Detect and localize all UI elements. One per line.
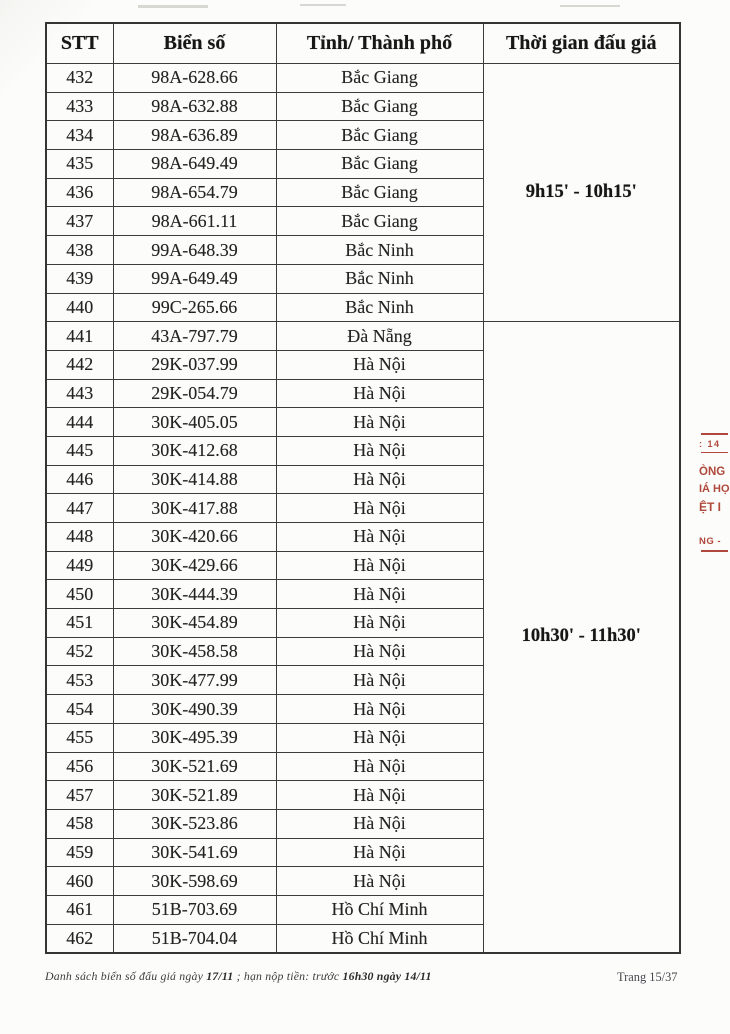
plate-number-cell: 30K-412.68 xyxy=(113,436,276,465)
plate-number-cell: 30K-495.39 xyxy=(113,723,276,752)
scan-artifact xyxy=(300,4,346,6)
page-number: Trang 15/37 xyxy=(617,970,678,984)
stt-cell: 453 xyxy=(46,666,113,695)
plate-number-cell: 29K-037.99 xyxy=(113,350,276,379)
table-row xyxy=(46,322,680,351)
stt-cell: 452 xyxy=(46,637,113,666)
plate-number-cell: 98A-661.11 xyxy=(113,207,276,236)
stt-cell: 435 xyxy=(46,150,113,179)
footer-note-text: ; hạn nộp tiền: trước xyxy=(233,969,343,983)
plate-number-cell: 29K-054.79 xyxy=(113,379,276,408)
province-city-cell: Hà Nội xyxy=(276,838,483,867)
stt-cell: 455 xyxy=(46,723,113,752)
province-city-cell: Bắc Giang xyxy=(276,64,483,93)
footer-note xyxy=(45,969,432,984)
province-city-cell: Bắc Giang xyxy=(276,121,483,150)
footer-auction-date: 17/11 xyxy=(206,969,234,983)
stamp-text: : 14 xyxy=(699,439,721,449)
province-city-cell: Bắc Ninh xyxy=(276,293,483,322)
plate-number-cell: 30K-454.89 xyxy=(113,609,276,638)
plate-number-cell: 30K-429.66 xyxy=(113,551,276,580)
stt-cell: 441 xyxy=(46,322,113,351)
stt-cell: 448 xyxy=(46,523,113,552)
province-city-cell: Hà Nội xyxy=(276,494,483,523)
province-city-cell: Hà Nội xyxy=(276,666,483,695)
plate-number-cell: 30K-414.88 xyxy=(113,465,276,494)
scan-artifact xyxy=(138,5,208,8)
stt-cell: 437 xyxy=(46,207,113,236)
plate-number-cell: 30K-598.69 xyxy=(113,867,276,896)
plate-number-cell: 51B-703.69 xyxy=(113,895,276,924)
plate-number-cell: 30K-521.89 xyxy=(113,781,276,810)
stt-cell: 454 xyxy=(46,695,113,724)
stt-cell: 451 xyxy=(46,609,113,638)
plate-number-cell: 30K-490.39 xyxy=(113,695,276,724)
stamp-text: NG - xyxy=(699,536,722,547)
stt-cell: 443 xyxy=(46,379,113,408)
plate-number-cell: 30K-420.66 xyxy=(113,523,276,552)
plate-number-cell: 30K-523.86 xyxy=(113,809,276,838)
province-city-cell: Bắc Giang xyxy=(276,92,483,121)
plate-number-cell: 98A-649.49 xyxy=(113,150,276,179)
plate-number-cell: 98A-636.89 xyxy=(113,121,276,150)
plate-number-cell: 43A-797.79 xyxy=(113,322,276,351)
stt-cell: 447 xyxy=(46,494,113,523)
plate-number-cell: 30K-405.05 xyxy=(113,408,276,437)
plate-number-cell: 99A-648.39 xyxy=(113,236,276,265)
plate-number-cell: 99C-265.66 xyxy=(113,293,276,322)
stt-cell: 450 xyxy=(46,580,113,609)
table-header xyxy=(46,23,680,64)
stt-cell: 449 xyxy=(46,551,113,580)
province-city-cell: Hà Nội xyxy=(276,379,483,408)
stt-cell: 444 xyxy=(46,408,113,437)
province-city-cell: Bắc Ninh xyxy=(276,236,483,265)
stamp-text: ÒNG xyxy=(699,466,726,478)
province-city-cell: Hà Nội xyxy=(276,723,483,752)
plate-number-cell: 51B-704.04 xyxy=(113,924,276,953)
stt-cell: 446 xyxy=(46,465,113,494)
stamp-text: IÁ HỌ xyxy=(699,483,730,495)
province-city-cell: Bắc Giang xyxy=(276,178,483,207)
stamp-text: ỆT I xyxy=(699,500,722,514)
header-plate-number: Biển số xyxy=(113,23,276,64)
stt-cell: 459 xyxy=(46,838,113,867)
stt-cell: 433 xyxy=(46,92,113,121)
plate-number-cell: 30K-417.88 xyxy=(113,494,276,523)
plate-number-cell: 98A-654.79 xyxy=(113,178,276,207)
province-city-cell: Hà Nội xyxy=(276,436,483,465)
footer-note-text: Danh sách biển số đấu giá ngày xyxy=(45,969,207,983)
province-city-cell: Hà Nội xyxy=(276,809,483,838)
stt-cell: 442 xyxy=(46,350,113,379)
plate-number-cell: 98A-632.88 xyxy=(113,92,276,121)
province-city-cell: Hà Nội xyxy=(276,408,483,437)
header-stt: STT xyxy=(46,23,113,64)
province-city-cell: Hà Nội xyxy=(276,752,483,781)
province-city-cell: Hà Nội xyxy=(276,580,483,609)
plate-number-cell: 30K-477.99 xyxy=(113,666,276,695)
stt-cell: 462 xyxy=(46,924,113,953)
province-city-cell: Hà Nội xyxy=(276,465,483,494)
stt-cell: 445 xyxy=(46,436,113,465)
stt-cell: 434 xyxy=(46,121,113,150)
header-auction-time: Thời gian đấu giá xyxy=(483,23,680,64)
province-city-cell: Hà Nội xyxy=(276,637,483,666)
plate-number-cell: 99A-649.49 xyxy=(113,264,276,293)
province-city-cell: Bắc Giang xyxy=(276,207,483,236)
header-province-city: Tỉnh/ Thành phố xyxy=(276,23,483,64)
province-city-cell: Hà Nội xyxy=(276,609,483,638)
province-city-cell: Hà Nội xyxy=(276,523,483,552)
plate-table-body xyxy=(46,64,680,953)
scan-artifact xyxy=(560,5,620,7)
province-city-cell: Hà Nội xyxy=(276,781,483,810)
province-city-cell: Hà Nội xyxy=(276,551,483,580)
stamp-line xyxy=(701,452,728,453)
stt-cell: 456 xyxy=(46,752,113,781)
stt-cell: 458 xyxy=(46,809,113,838)
license-plate-auction-table xyxy=(45,22,681,954)
stt-cell: 461 xyxy=(46,895,113,924)
province-city-cell: Hồ Chí Minh xyxy=(276,895,483,924)
stamp-line xyxy=(701,550,728,552)
province-city-cell: Hà Nội xyxy=(276,867,483,896)
province-city-cell: Hà Nội xyxy=(276,695,483,724)
province-city-cell: Hà Nội xyxy=(276,350,483,379)
stt-cell: 438 xyxy=(46,236,113,265)
plate-number-cell: 30K-458.58 xyxy=(113,637,276,666)
stamp-line xyxy=(701,433,728,435)
footer-payment-deadline: 16h30 ngày 14/11 xyxy=(342,969,432,983)
province-city-cell: Bắc Ninh xyxy=(276,264,483,293)
stt-cell: 440 xyxy=(46,293,113,322)
plate-number-cell: 30K-444.39 xyxy=(113,580,276,609)
province-city-cell: Bắc Giang xyxy=(276,150,483,179)
stt-cell: 460 xyxy=(46,867,113,896)
stt-cell: 457 xyxy=(46,781,113,810)
auction-time-cell: 10h30' - 11h30' xyxy=(483,322,680,953)
stt-cell: 439 xyxy=(46,264,113,293)
province-city-cell: Hồ Chí Minh xyxy=(276,924,483,953)
province-city-cell: Đà Nẵng xyxy=(276,322,483,351)
stt-cell: 432 xyxy=(46,64,113,93)
table-row xyxy=(46,64,680,93)
stt-cell: 436 xyxy=(46,178,113,207)
auction-time-cell: 9h15' - 10h15' xyxy=(483,64,680,322)
plate-number-cell: 30K-521.69 xyxy=(113,752,276,781)
plate-number-cell: 98A-628.66 xyxy=(113,64,276,93)
plate-number-cell: 30K-541.69 xyxy=(113,838,276,867)
